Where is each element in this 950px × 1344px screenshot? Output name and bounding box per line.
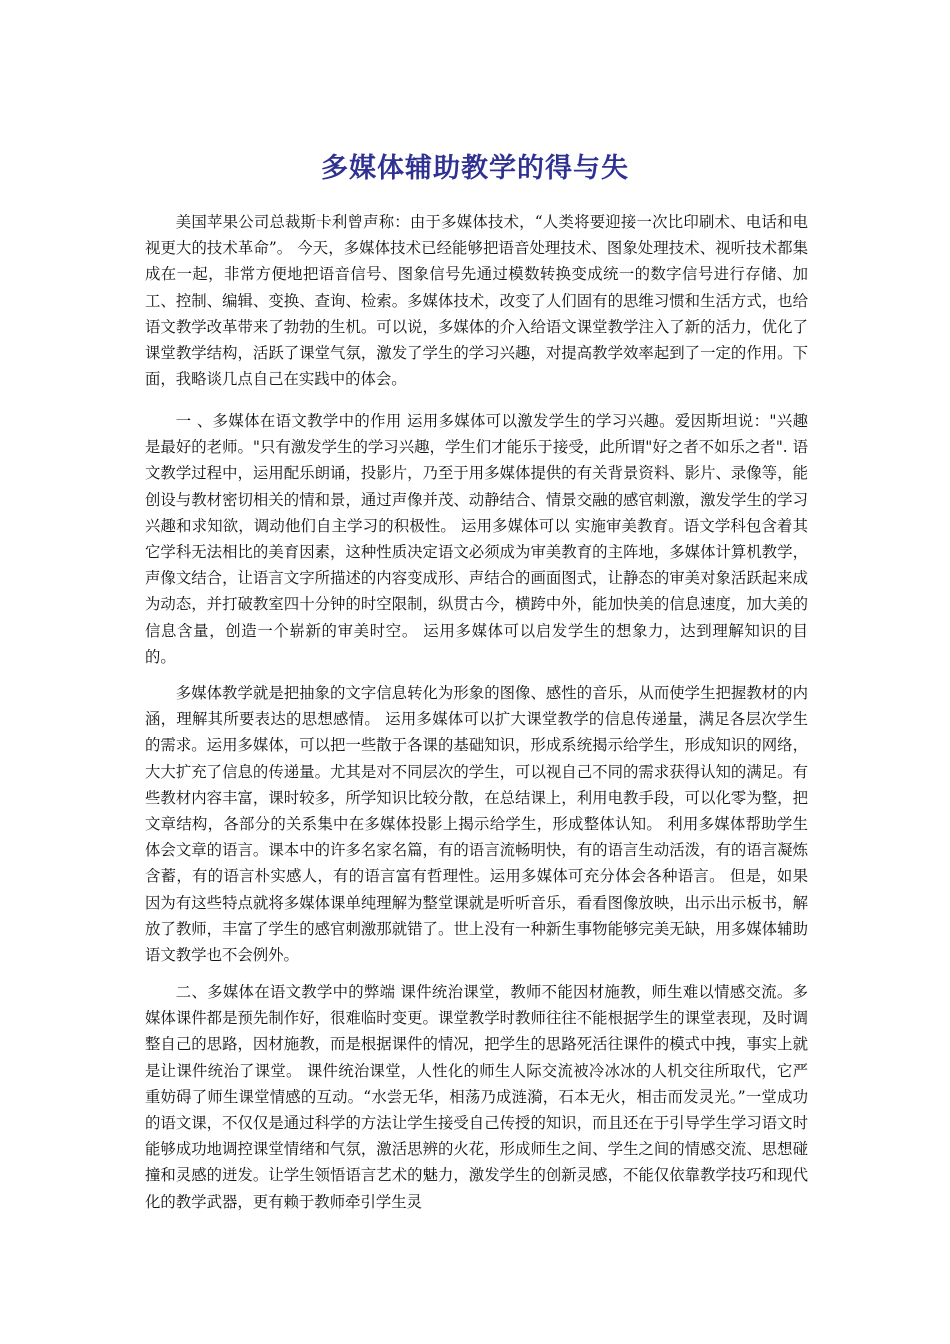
- paragraph-section-two: 二、多媒体在语文教学中的弊端 课件统治课堂，教师不能因材施教，师生难以情感交流。多媒体课件都是预先制作好，很难临时变更。课堂教学时教师往往不能根据学生的课堂表现，及时调整自己的思路，因材施教，而是根据课件的情况，把学生的思路死活往课件的模式中拽，事实上就是让课件统治了课堂。 课件统治课堂，人性化的师生人际交流被冷冰冰的人机交往所取代，它严重妨碍了师生课堂情感的互动。“水尝无华，相荡乃成涟漪，石本无火，相击而发灵光。”一堂成功的语文课，不仅仅是通过科学的方法让学生接受自己传授的知识，而且还在于引导学生学习语文时能够成功地调控课堂情绪和气氛，激活思辨的火花，形成师生之间、学生之间的情感交流、思想碰撞和灵感的迸发。让学生领悟语言艺术的魅力，激发学生的创新灵感，不能仅依靠教学技巧和现代化的教学武器，更有赖于教师牵引学生灵: [145, 983, 808, 1211]
- paragraph-intro: 美国苹果公司总裁斯卡利曾声称：由于多媒体技术，“人类将要迎接一次比印刷术、电话和电视更大的技术革命”。 今天，多媒体技术已经能够把语音处理技术、图象处理技术、视听技术都集成在一起，非常方便地把语音信号、图象信号先通过模数转换变成统一的数字信号进行存储、加工、控制、编辑、变换、查询、检索。多媒体技术，改变了人们固有的思维习惯和生活方式，也给语文教学改革带来了勃勃的生机。可以说，多媒体的介入给语文课堂教学注入了新的活力，优化了课堂教学结构，活跃了课堂气氛，激发了学生的学习兴趣，对提高教学效率起到了一定的作用。下面，我略谈几点自己在实践中的体会。: [145, 213, 808, 389]
- paragraph-multimedia-teaching: 多媒体教学就是把抽象的文字信息转化为形象的图像、感性的音乐，从而使学生把握教材的内涵，理解其所要表达的思想感情。 运用多媒体可以扩大课堂教学的信息传递量，满足各层次学生的需求。运用多媒体，可以把一些散于各课的基础知识，形成系统揭示给学生，形成知识的网络，大大扩充了信息的传递量。尤其是对不同层次的学生，可以视自己不同的需求获得认知的满足。有些教材内容丰富，课时较多，所学知识比较分散，在总结课上，利用电教手段，可以化零为整，把文章结构，各部分的关系集中在多媒体投影上揭示给学生，形成整体认知。 利用多媒体帮助学生体会文章的语言。课本中的许多名家名篇，有的语言流畅明快，有的语言生动活泼，有的语言凝炼含蓄，有的语言朴实感人，有的语言富有哲理性。运用多媒体可充分体会各种语言。 但是，如果因为有这些特点就将多媒体课单纯理解为整堂课就是听听音乐，看看图像放映，出示出示板书，解放了教师，丰富了学生的感官刺激那就错了。世上没有一种新生事物能够完美无缺，用多媒体辅助语文教学也不会例外。: [145, 684, 808, 965]
- paragraph-section-one: 一 、多媒体在语文教学中的作用 运用多媒体可以激发学生的学习兴趣。爱因斯坦说："兴趣是最好的老师。"只有激发学生的学习兴趣，学生们才能乐于接受，此所谓"好之者不如乐之者". 语文教学过程中，运用配乐朗诵，投影片，乃至于用多媒体提供的有关背景资料、影片、录像等，能创设与教材密切相关的情和景，通过声像并茂、动静结合、情景交融的感官刺激，激发学生的学习兴趣和求知欲，调动他们自主学习的积极性。 运用多媒体可以 实施审美教育。语文学科包含着其它学科无法相比的美育因素，这种性质决定语文必须成为审美教育的主阵地，多媒体计算机教学，声像文结合，让语言文字所描述的内容变成形、声结合的画面图式，让静态的审美对象活跃起来成为动态，并打破教室四十分钟的时空限制，纵贯古今，横跨中外，能加快美的信息速度，加大美的信息含量，创造一个崭新的审美时空。 运用多媒体可以启发学生的想象力，达到理解知识的目的。: [145, 412, 808, 666]
- document-title: 多媒体辅助教学的得与失: [321, 153, 629, 184]
